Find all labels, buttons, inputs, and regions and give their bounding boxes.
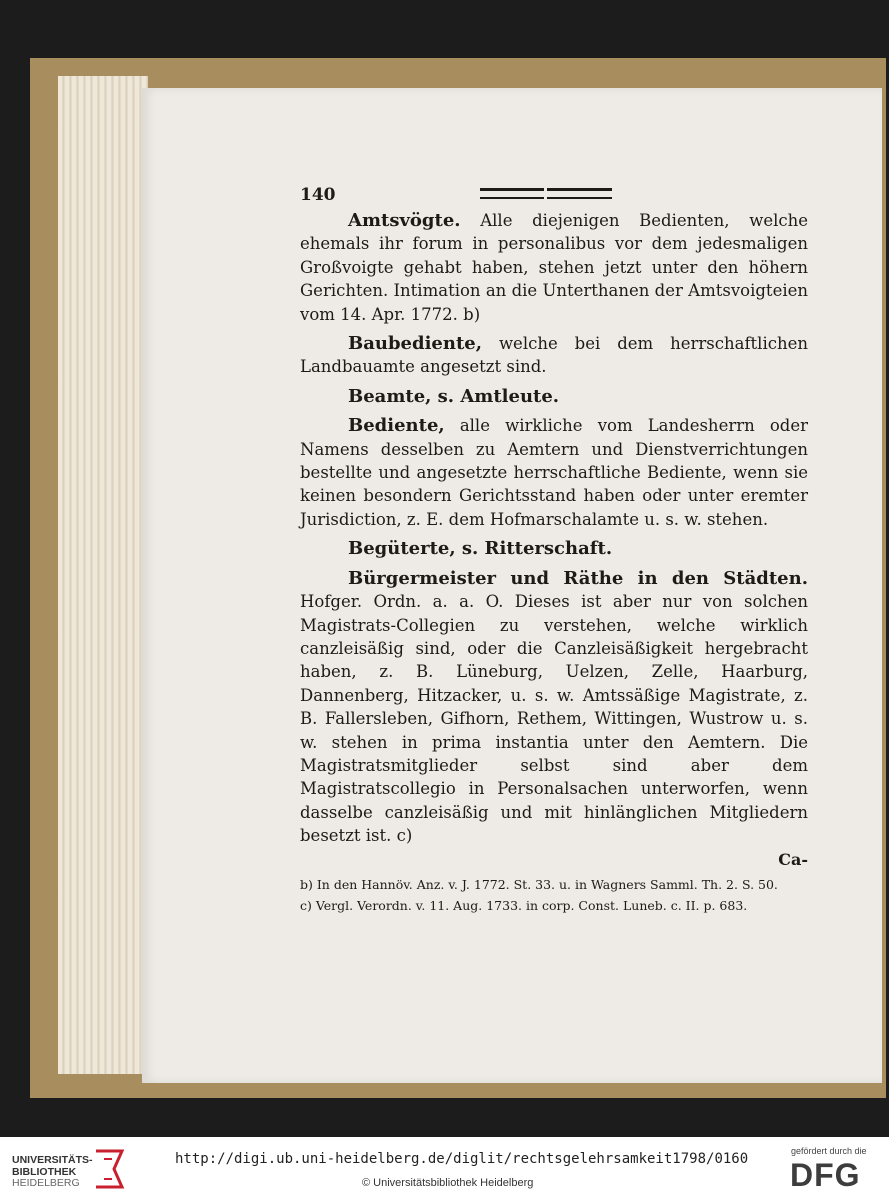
entry-term: Begüterte, s. Ritterschaft. [348, 538, 613, 560]
entry-beguterte [300, 537, 808, 560]
entry-text: welche bei dem herrschaftlichen Landbauamte angesetzt sind. [300, 334, 808, 377]
entry-term: Bediente, [348, 415, 445, 437]
entry-beamte [300, 385, 808, 408]
entry-text: Alle diejenigen Bedienten, welche ehemals ihr forum in personalibus vor dem jedesmaligen Großvoigte gehabt haben, stehen jetzt unter den höhern Gerichten. Intimation an die Unterthanen der Amtsvoigteien vom 14. Apr. 1772. b) [300, 211, 808, 324]
footnote-c: c) Vergl. Verordn. v. 11. Aug. 1733. in corp. Const. Luneb. c. II. p. 683. [300, 897, 748, 913]
footnotes [300, 876, 808, 914]
entry-term: Beamte, s. Amtleute. [348, 385, 560, 407]
library-line-2: BIBLIOTHEK [12, 1165, 77, 1178]
footnote-b: b) In den Hannöv. Anz. v. J. 1772. St. 33. u. in Wagners Samml. Th. 2. S. 50. [300, 876, 778, 892]
dfg-logo: DFG [790, 1157, 861, 1193]
entry-term: Bürgermeister und Räthe in den Städten. [348, 567, 808, 589]
entry-baubediente [300, 332, 808, 379]
page-header [300, 185, 808, 209]
entry-text: alle wirkliche vom Landesherrn oder Namens desselben zu Aemtern und Dienstverrichtungen bestellte und angesetzte herrschaftliche Bediente, wenn sie keinen besondern Gerichtsstand haben oder unter eremter Jurisdiction, z. E. dem Hofmarschalamte u. s. w. stehen. [300, 416, 809, 529]
funding-caption: gefördert durch die [791, 1146, 867, 1156]
library-name [12, 1155, 93, 1190]
entry-term: Amtsvögte. [348, 210, 461, 231]
copyright-text: © Universitätsbibliothek Heidelberg [362, 1177, 534, 1189]
page-text [300, 185, 808, 918]
entry-buergermeister [300, 567, 808, 848]
page-stack-edges [58, 76, 148, 1074]
footer-bar [0, 1137, 889, 1199]
entry-term: Baubediente, [348, 333, 482, 355]
entry-text: Hofger. Ordn. a. a. O. Dieses ist aber nur von solchen Magistrats-Collegien zu verstehen, welche wirklich canzleisäßig sind, oder die Canzleisäßigkeit hergebracht haben, z. B. Lüneburg, Uelzen, Zelle, Haarburg, Dannenberg, Hitzacker, u. s. w. Amtssäßige Magistrate, z. B. Fallersleben, Gifhorn, Rethem, Wittingen, Wustrow u. s. w. stehen in prima instantia unter den Aemtern. Die Magistratsmitglieder selbst sind aber dem Magistratscollegio in Personalsachen unterworfen, wenn dasselbe canzleisäßig und mit hinlänglichen Mitgliedern besetzt ist. c) [300, 592, 808, 846]
entry-amtsvoegte [300, 209, 808, 326]
ub-logo-icon [92, 1147, 126, 1191]
entry-bediente [300, 414, 808, 531]
page-number: 140 [300, 185, 336, 205]
permalink-url[interactable]: http://digi.ub.uni-heidelberg.de/diglit/rechtsgelehrsamkeit1798/0160 [175, 1151, 749, 1167]
library-line-3: HEIDELBERG [12, 1177, 80, 1189]
library-line-1: UNIVERSITÄTS- [12, 1154, 93, 1166]
header-rule [480, 188, 612, 199]
catchword: Ca- [778, 849, 808, 869]
